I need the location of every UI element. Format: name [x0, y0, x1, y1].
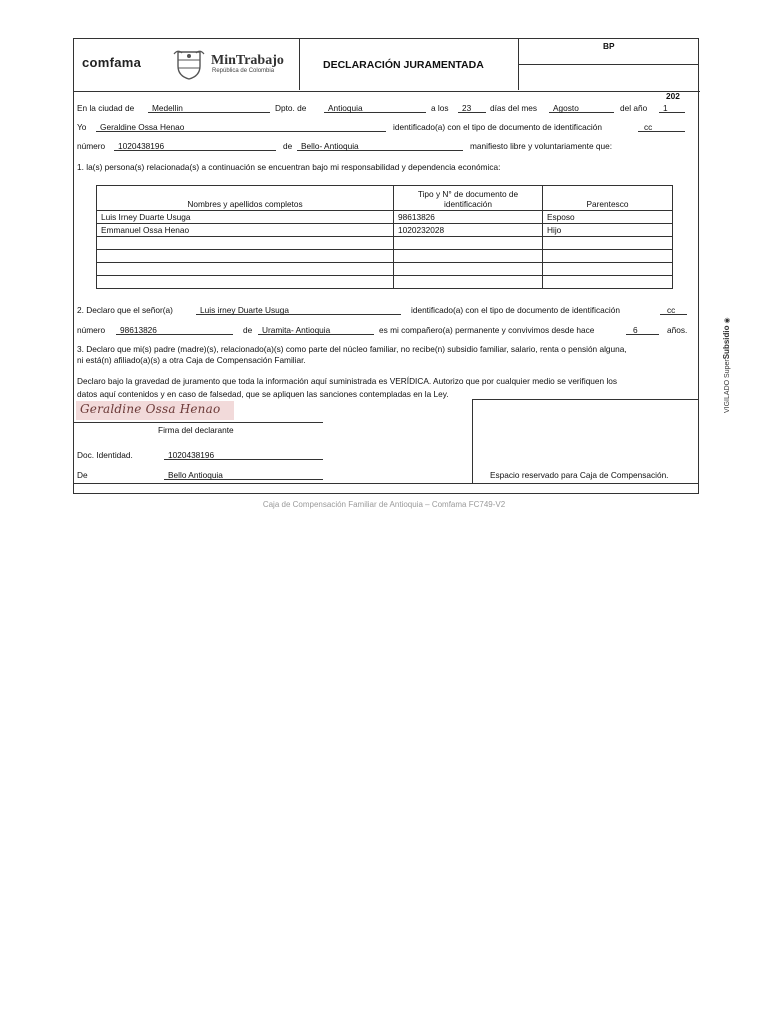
table-row	[97, 211, 673, 224]
col-header-relationship: Parentesco	[543, 186, 673, 211]
doc-identity-field[interactable]: 1020438196	[164, 450, 323, 460]
handwritten-signature: Geraldine Ossa Henao	[80, 402, 221, 416]
table-cell[interactable]	[543, 276, 673, 289]
form-code: BP	[603, 41, 615, 51]
supersubsidio-icon: ◉	[724, 317, 731, 324]
month-label: días del mes	[490, 103, 538, 113]
table-cell[interactable]	[394, 276, 543, 289]
table-row	[97, 250, 673, 263]
header-col-divider-1	[299, 38, 300, 90]
section-3-line-2: ni está(n) afiliado(a)(s) a otra Caja de Compensación Familiar.	[77, 355, 306, 365]
from-label: de	[283, 141, 293, 151]
subsidio-text: Subsidio	[722, 325, 731, 360]
partner-from-label: de	[243, 325, 253, 335]
table-cell[interactable]	[97, 263, 394, 276]
partner-id-type-field[interactable]: cc	[660, 305, 687, 315]
doc-identity-label: Doc. Identidad.	[77, 450, 133, 460]
coat-of-arms-icon	[172, 48, 206, 81]
footer-text: Caja de Compensación Familiar de Antioquia – Comfama FC749-V2	[262, 500, 506, 509]
month-field[interactable]: Agosto	[549, 103, 614, 113]
id-from-field[interactable]: Bello- Antioquia	[297, 141, 463, 151]
section-1-text: 1. la(s) persona(s) relacionada(s) a continuación se encuentran bajo mi responsabilidad y dependencia económica:	[77, 162, 501, 172]
years-field[interactable]: 6	[626, 325, 659, 335]
yo-label: Yo	[77, 122, 87, 132]
document-title: DECLARACIÓN JURAMENTADA	[323, 59, 484, 71]
table-cell[interactable]	[543, 237, 673, 250]
table-row	[97, 263, 673, 276]
table-cell[interactable]	[394, 250, 543, 263]
table-row	[97, 224, 673, 237]
reserved-box-left	[472, 399, 473, 483]
table-cell[interactable]: Emmanuel Ossa Henao	[97, 224, 394, 237]
partner-since-label: es mi compañero(a) permanente y convivimos desde hace	[379, 325, 595, 335]
city-label: En la ciudad de	[77, 103, 135, 113]
reserved-box-top	[472, 399, 699, 400]
dept-label: Dpto. de	[275, 103, 307, 113]
table-cell[interactable]	[97, 250, 394, 263]
reserved-space-label: Espacio reservado para Caja de Compensación.	[490, 470, 669, 480]
oath-line-2: datos aquí contenidos y en caso de falsedad, que se apliquen las sanciones contempladas en la Ley.	[77, 389, 449, 399]
partner-number-label: número	[77, 325, 106, 335]
dependents-table	[96, 185, 673, 289]
header-divider	[74, 91, 700, 92]
manifest-text: manifiesto libre y voluntariamente que:	[470, 141, 613, 151]
table-cell[interactable]	[543, 250, 673, 263]
table-cell[interactable]: 1020232028	[394, 224, 543, 237]
comfama-logo: comfama	[82, 55, 142, 70]
signature-bottom-line	[73, 483, 699, 484]
supersubsidio-stamp	[722, 317, 738, 413]
id-number-field[interactable]: 1020438196	[114, 141, 276, 151]
declarant-name-field[interactable]: Geraldine Ossa Henao	[96, 122, 386, 132]
table-cell[interactable]: Hijo	[543, 224, 673, 237]
partner-from-field[interactable]: Uramita- Antioquia	[258, 325, 374, 335]
signature-label: Firma del declarante	[158, 425, 234, 435]
partner-id-number-field[interactable]: 98613826	[116, 325, 233, 335]
super-text: Super	[724, 359, 731, 378]
table-row	[97, 237, 673, 250]
signature-from-label: De	[77, 470, 88, 480]
table-cell[interactable]	[97, 276, 394, 289]
day-label: a los	[431, 103, 449, 113]
mintrabajo-subtitle: República de Colombia	[212, 68, 275, 74]
number-label: número	[77, 141, 106, 151]
col-header-document: Tipo y N° de documento de identificación	[394, 186, 543, 211]
oath-line-1: Declaro bajo la gravedad de juramento que toda la información aquí suministrada es VERÍDICA. Autorizo que por cualquier medio se verifiquen los	[77, 376, 618, 386]
header-code-divider	[518, 64, 699, 65]
id-type-field[interactable]: cc	[638, 122, 685, 132]
signature-line	[73, 422, 323, 423]
year-prefix: 202	[666, 91, 680, 101]
table-row	[97, 276, 673, 289]
years-label: años.	[667, 325, 688, 335]
section-2-label: 2. Declaro que el señor(a)	[77, 305, 173, 315]
section-3-line-1: 3. Declaro que mi(s) padre (madre)(s), relacionado(a)(s) como parte del núcleo familiar, no recibe(n) subsidio familiar, salario, renta o pensión alguna,	[77, 344, 627, 354]
year-label: del año	[620, 103, 648, 113]
table-cell[interactable]	[543, 263, 673, 276]
year-field[interactable]: 1	[659, 103, 685, 113]
table-cell[interactable]: 98613826	[394, 211, 543, 224]
partner-id-type-label: identificado(a) con el tipo de documento de identificación	[411, 305, 620, 315]
day-field[interactable]: 23	[458, 103, 486, 113]
city-field[interactable]: Medellin	[148, 103, 270, 113]
table-cell[interactable]	[97, 237, 394, 250]
signature-from-field[interactable]: Bello Antioquia	[164, 470, 323, 480]
vigilado-text: VIGILADO	[724, 379, 731, 413]
table-header-row	[97, 186, 673, 211]
id-type-label: identificado(a) con el tipo de documento de identificación	[393, 122, 602, 132]
table-cell[interactable]: Luis Irney Duarte Usuga	[97, 211, 394, 224]
mintrabajo-logo: MinTrabajo	[211, 53, 284, 68]
table-cell[interactable]	[394, 237, 543, 250]
table-cell[interactable]	[394, 263, 543, 276]
table-cell[interactable]: Esposo	[543, 211, 673, 224]
partner-name-field[interactable]: Luis irney Duarte Usuga	[196, 305, 401, 315]
dept-field[interactable]: Antioquia	[324, 103, 426, 113]
col-header-names: Nombres y apellidos completos	[97, 186, 394, 211]
